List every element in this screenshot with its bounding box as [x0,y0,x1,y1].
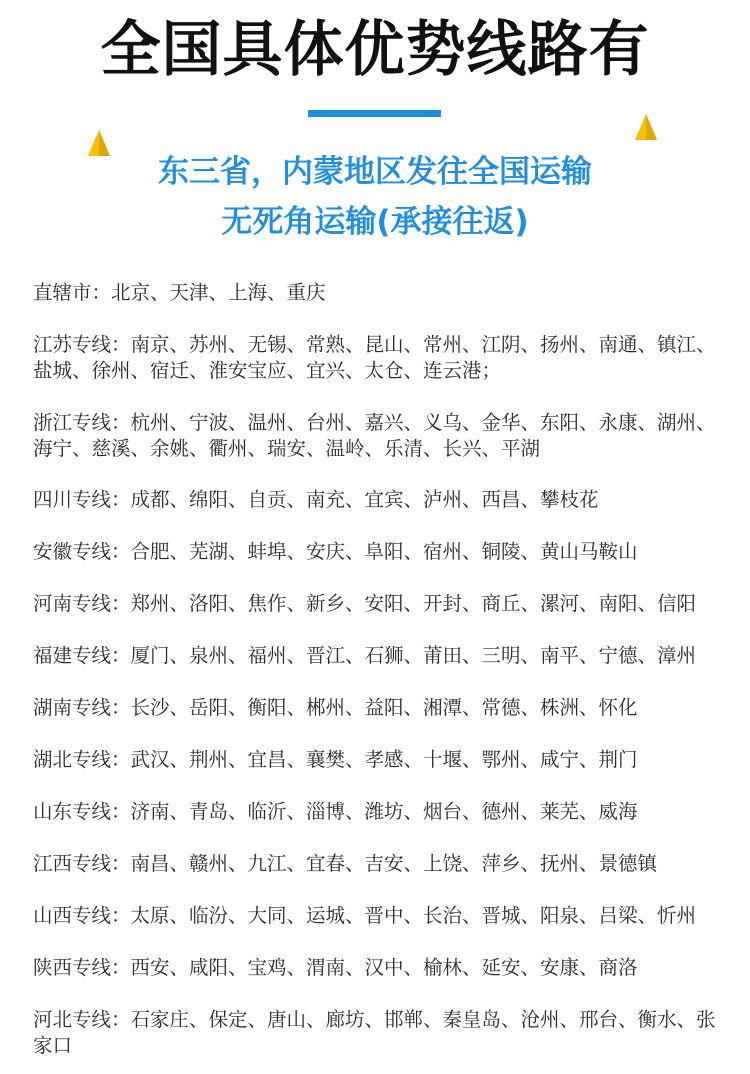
route-hubei: 湖北专线：武汉、荆州、宜昌、襄樊、孝感、十堰、鄂州、咸宁、荆门 [33,748,638,771]
title-underline [308,110,441,117]
route-shaanxi: 陕西专线：西安、咸阳、宝鸡、渭南、汉中、榆林、延安、安康、商洛 [33,956,638,979]
route-shandong: 山东专线：济南、青岛、临沂、淄博、潍坊、烟台、德州、莱芜、威海 [33,800,638,823]
route-municipalities: 直辖市：北京、天津、上海、重庆 [33,281,326,304]
route-jiangxi: 江西专线：南昌、赣州、九江、宜春、吉安、上饶、萍乡、抚州、景德镇 [33,852,658,875]
subtitle-line-2: 无死角运输(承接往返) [221,204,529,240]
subtitle-line-1: 东三省，内蒙地区发往全国运输 [158,154,592,190]
route-hunan: 湖南专线：长沙、岳阳、衡阳、郴州、益阳、湘潭、常德、株洲、怀化 [33,696,638,719]
route-anhui: 安徽专线：合肥、芜湖、蚌埠、安庆、阜阳、宿州、铜陵、黄山马鞍山 [33,540,638,563]
route-shanxi: 山西专线：太原、临汾、大同、运城、晋中、长治、晋城、阳泉、吕梁、忻州 [33,904,697,927]
route-jiangsu: 江苏专线：南京、苏州、无锡、常熟、昆山、常州、江阴、扬州、南通、镇江、盐城、徐州、宿迁、淮安宝应、宜兴、太仓、连云港； [33,333,716,382]
route-fujian: 福建专线：厦门、泉州、福州、晋江、石狮、莆田、三明、南平、宁德、漳州 [33,644,697,667]
route-hebei: 河北专线：石家庄、保定、唐山、廊坊、邯郸、秦皇岛、沧州、邢台、衡水、张家口 [33,1008,716,1057]
page-title: 全国具体优势线路有 [100,15,650,85]
route-zhejiang: 浙江专线：杭州、宁波、温州、台州、嘉兴、义乌、金华、东阳、永康、湖州、海宁、慈溪、余姚、衢州、瑞安、温岭、乐清、长兴、平湖 [33,411,716,460]
triangle-decoration-right-icon [635,114,657,140]
route-sichuan: 四川专线：成都、绵阳、自贡、南充、宜宾、泸州、西昌、攀枝花 [33,488,599,511]
route-henan: 河南专线：郑州、洛阳、焦作、新乡、安阳、开封、商丘、漯河、南阳、信阳 [33,592,697,615]
